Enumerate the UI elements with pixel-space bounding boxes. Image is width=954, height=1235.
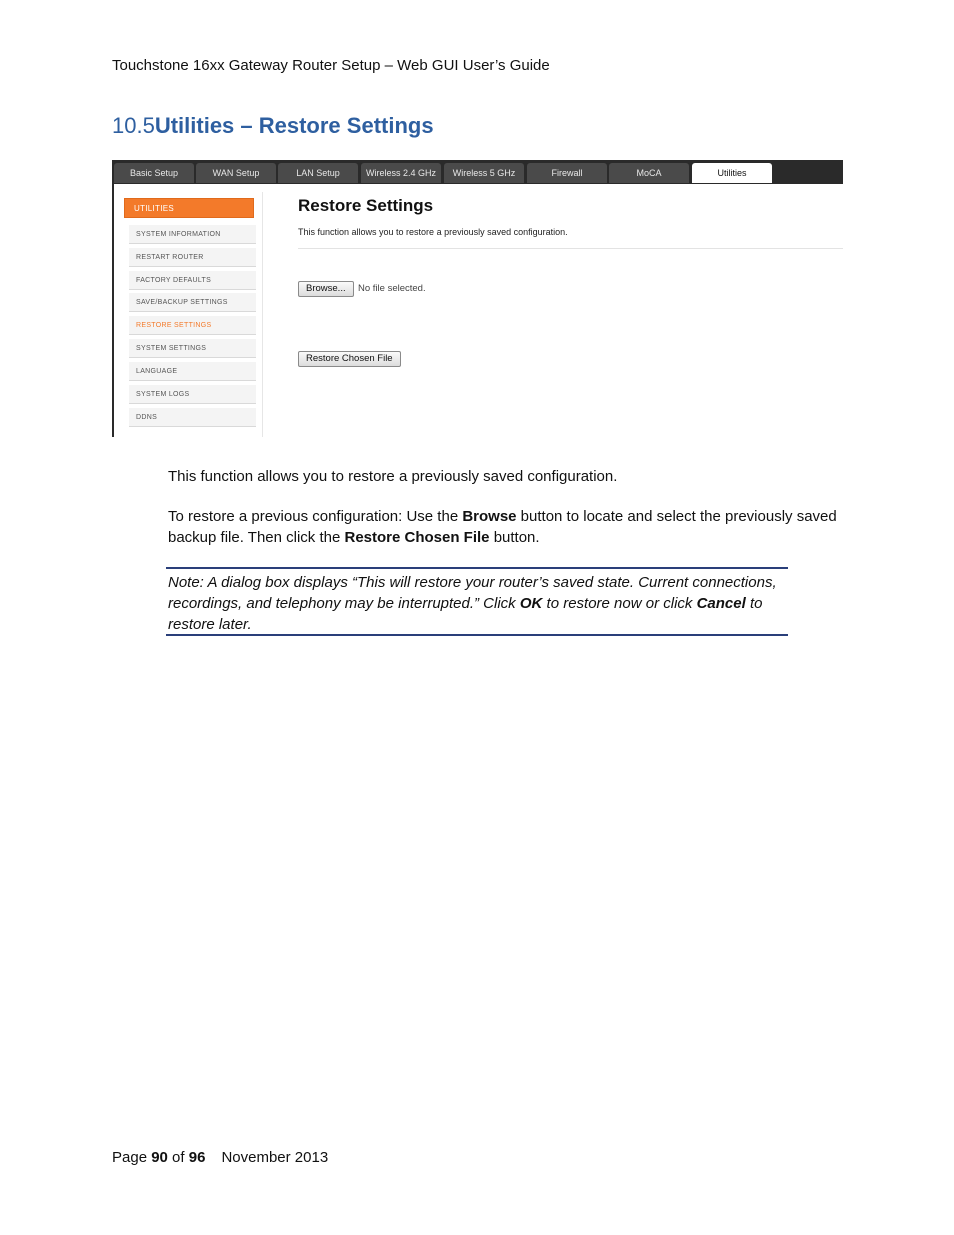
tab-wireless-24[interactable]: Wireless 2.4 GHz — [361, 163, 441, 183]
page-footer — [112, 1149, 328, 1166]
section-title: Utilities – Restore Settings — [154, 113, 434, 138]
sidebar-header: UTILITIES — [124, 198, 254, 218]
tab-bar — [112, 160, 843, 184]
footer-page-number: 90 — [151, 1149, 168, 1166]
para2-text-c: button to locate and select the previously saved backup file. Then click the — [168, 508, 837, 546]
sidebar — [120, 192, 263, 437]
paragraph-intro: This function allows you to restore a previously saved configuration. — [168, 468, 618, 485]
tab-wireless-5[interactable]: Wireless 5 GHz — [444, 163, 524, 183]
section-heading — [112, 113, 434, 139]
note-text-c: to restore now or click — [542, 595, 697, 612]
sidebar-item-language[interactable]: LANGUAGE — [129, 362, 256, 381]
footer-of: of — [167, 1149, 189, 1166]
tab-utilities[interactable]: Utilities — [692, 163, 772, 183]
gui-left-edge — [112, 184, 114, 437]
para2-browse: Browse — [462, 508, 517, 525]
sidebar-item-restore-settings[interactable]: RESTORE SETTINGS — [129, 316, 256, 335]
tab-wan-setup[interactable]: WAN Setup — [196, 163, 276, 183]
tab-firewall[interactable]: Firewall — [527, 163, 607, 183]
para2-text-a: To restore a previous configuration: Use the — [168, 508, 463, 525]
note-text-a: Note: A dialog box displays “This will restore your router’s saved state. Current connections, recordings, and telephony may be interrupted.” Click — [168, 574, 777, 612]
document-header: Touchstone 16xx Gateway Router Setup – Web GUI User’s Guide — [112, 57, 550, 74]
note-text — [166, 569, 788, 635]
tab-lan-setup[interactable]: LAN Setup — [278, 163, 358, 183]
restore-chosen-file-button[interactable]: Restore Chosen File — [298, 351, 401, 367]
section-number: 10.5 — [112, 113, 155, 138]
note-ok: OK — [519, 595, 543, 612]
para2-text-e: button. — [489, 529, 540, 546]
sidebar-item-restart-router[interactable]: RESTART ROUTER — [129, 248, 256, 267]
footer-page-prefix: Page — [112, 1149, 152, 1166]
sidebar-item-system-information[interactable]: SYSTEM INFORMATION — [129, 225, 256, 244]
para2-restore-chosen-file: Restore Chosen File — [344, 529, 490, 546]
note-cancel: Cancel — [696, 595, 746, 612]
browse-button[interactable]: Browse... — [298, 281, 354, 297]
sidebar-item-ddns[interactable]: DDNS — [129, 408, 256, 427]
content-title: Restore Settings — [298, 196, 434, 215]
content-divider — [298, 248, 843, 249]
sidebar-item-factory-defaults[interactable]: FACTORY DEFAULTS — [129, 271, 256, 290]
sidebar-item-save-backup-settings[interactable]: SAVE/BACKUP SETTINGS — [129, 293, 256, 312]
content-description: This function allows you to restore a previously saved configuration. — [298, 227, 568, 237]
footer-page-total: 96 — [188, 1149, 206, 1166]
sidebar-item-system-logs[interactable]: SYSTEM LOGS — [129, 385, 256, 404]
file-status-text: No file selected. — [358, 283, 426, 294]
tab-moca[interactable]: MoCA — [609, 163, 689, 183]
paragraph-instructions — [168, 506, 848, 548]
note-box — [166, 567, 788, 636]
router-gui-screenshot — [112, 160, 843, 437]
tab-basic-setup[interactable]: Basic Setup — [114, 163, 194, 183]
note-text-e: to restore later. — [168, 595, 763, 633]
sidebar-item-system-settings[interactable]: SYSTEM SETTINGS — [129, 339, 256, 358]
footer-date: November 2013 — [221, 1149, 329, 1166]
